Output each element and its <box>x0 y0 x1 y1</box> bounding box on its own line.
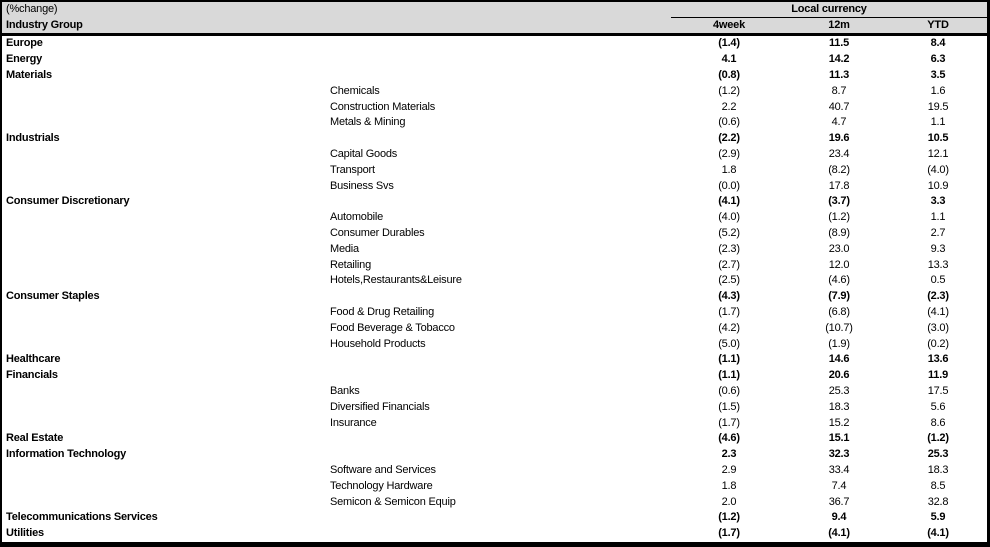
value-cell: 11.5 <box>828 37 849 50</box>
table-row <box>2 194 987 210</box>
value-cell: (6.8) <box>828 306 850 319</box>
row-spacer <box>985 52 987 68</box>
value-cell: (5.2) <box>718 227 740 240</box>
value-cell: 8.6 <box>930 416 946 429</box>
value-cell: 32.8 <box>927 495 949 508</box>
industry-group-cell <box>2 115 328 131</box>
table-row <box>2 35 987 52</box>
sub-industry-cell: Automobile <box>330 211 384 224</box>
value-cell: (4.6) <box>718 432 740 445</box>
industry-group-cell <box>2 399 328 415</box>
value-cell: (2.9) <box>718 148 740 161</box>
industry-group-cell: Consumer Discretionary <box>6 195 130 208</box>
value-cell: 3.5 <box>930 69 946 82</box>
industry-group-cell <box>2 257 328 273</box>
value-cell: 23.0 <box>828 242 850 255</box>
value-cell: 8.7 <box>831 84 847 97</box>
value-cell: (2.3) <box>718 242 740 255</box>
value-cell: 12.1 <box>927 148 949 161</box>
sub-industry-cell: Capital Goods <box>330 148 398 161</box>
table-row <box>2 273 987 289</box>
table-row <box>2 257 987 273</box>
value-cell: (0.6) <box>718 385 740 398</box>
row-spacer <box>985 99 987 115</box>
value-cell: 2.7 <box>930 227 946 240</box>
sub-industry-cell: Technology Hardware <box>330 479 433 492</box>
value-cell: 5.9 <box>930 511 946 524</box>
value-cell: 10.9 <box>927 179 949 192</box>
row-spacer <box>985 510 987 526</box>
value-cell: 17.8 <box>828 179 850 192</box>
value-cell: 1.8 <box>721 479 737 492</box>
industry-group-cell <box>2 415 328 431</box>
industry-group-cell: Financials <box>6 369 58 382</box>
industry-group-header: Industry Group <box>2 18 671 35</box>
table-row <box>2 431 987 447</box>
value-cell: 13.3 <box>927 258 949 271</box>
table-row <box>2 115 987 131</box>
value-cell: 1.8 <box>721 163 737 176</box>
value-cell: 4.1 <box>721 53 737 66</box>
value-cell: 11.9 <box>927 369 948 382</box>
value-cell: 23.4 <box>828 148 850 161</box>
row-spacer <box>985 83 987 99</box>
sub-industry-cell <box>328 352 671 368</box>
row-spacer <box>985 494 987 510</box>
value-cell: (4.1) <box>718 195 740 208</box>
value-cell: 32.3 <box>828 448 850 461</box>
sub-industry-cell: Chemicals <box>330 84 380 97</box>
value-cell: 18.3 <box>828 400 850 413</box>
value-cell: 2.3 <box>721 448 737 461</box>
value-cell: (0.0) <box>718 179 740 192</box>
value-cell: (8.2) <box>828 163 850 176</box>
value-cell: (1.5) <box>718 400 740 413</box>
col-header-ytd: YTD <box>891 18 985 35</box>
table-row <box>2 494 987 510</box>
sub-industry-cell <box>328 368 671 384</box>
row-spacer <box>985 289 987 305</box>
value-cell: (2.5) <box>718 274 740 287</box>
table-row <box>2 305 987 321</box>
sub-industry-cell <box>328 68 671 84</box>
value-cell: 19.5 <box>927 100 949 113</box>
value-cell: 6.3 <box>930 53 946 66</box>
value-cell: 14.2 <box>828 53 850 66</box>
row-spacer <box>985 68 987 84</box>
table-row <box>2 68 987 84</box>
industry-group-cell: Materials <box>6 69 52 82</box>
sub-industry-cell: Food Beverage & Tobacco <box>330 321 455 334</box>
value-cell: 1.6 <box>930 84 946 97</box>
value-cell: (1.4) <box>718 37 740 50</box>
value-cell: 11.3 <box>828 69 849 82</box>
sub-industry-cell: Transport <box>330 163 375 176</box>
table-row <box>2 352 987 368</box>
sub-industry-cell: Retailing <box>330 258 372 271</box>
value-cell: 33.4 <box>828 464 850 476</box>
value-cell: (0.2) <box>927 337 949 350</box>
value-cell: (4.0) <box>718 211 740 224</box>
header-row-columns <box>2 18 987 35</box>
col-header-4week: 4week <box>671 18 787 35</box>
sub-industry-cell <box>328 526 671 542</box>
row-spacer <box>985 320 987 336</box>
sub-industry-cell <box>328 447 671 463</box>
row-spacer <box>985 241 987 257</box>
value-cell: 0.5 <box>930 274 946 287</box>
value-cell: (1.1) <box>718 353 740 366</box>
pct-change-label: (%change) <box>2 2 671 18</box>
sub-industry-cell: Consumer Durables <box>330 227 425 240</box>
industry-group-cell: Energy <box>6 53 43 66</box>
row-spacer <box>985 336 987 352</box>
table-row <box>2 162 987 178</box>
value-cell: 9.3 <box>930 242 946 255</box>
table-row <box>2 463 987 479</box>
header-spacer <box>985 18 987 35</box>
industry-group-cell: Real Estate <box>6 432 64 445</box>
row-spacer <box>985 257 987 273</box>
sub-industry-cell: Software and Services <box>330 464 436 476</box>
col-header-12m: 12m <box>787 18 891 35</box>
sub-industry-cell <box>328 35 671 52</box>
sub-industry-cell <box>328 131 671 147</box>
local-currency-header: Local currency <box>671 2 987 18</box>
table-row <box>2 447 987 463</box>
industry-group-cell <box>2 336 328 352</box>
value-cell: 9.4 <box>831 511 847 524</box>
row-spacer <box>985 178 987 194</box>
value-cell: 25.3 <box>927 448 949 461</box>
value-cell: 18.3 <box>927 464 949 476</box>
value-cell: 20.6 <box>828 369 850 382</box>
value-cell: (4.0) <box>927 163 949 176</box>
value-cell: 1.1 <box>930 211 946 224</box>
value-cell: 4.7 <box>831 116 847 129</box>
value-cell: (2.2) <box>718 132 740 145</box>
industry-group-cell <box>2 83 328 99</box>
value-cell: (4.6) <box>828 274 850 287</box>
industry-group-cell <box>2 320 328 336</box>
table-row <box>2 510 987 526</box>
sub-industry-cell <box>328 194 671 210</box>
industry-group-cell <box>2 241 328 257</box>
industry-group-cell: Europe <box>6 37 43 50</box>
header-row-top <box>2 2 987 18</box>
table-row <box>2 99 987 115</box>
value-cell: 10.5 <box>927 132 949 145</box>
row-spacer <box>985 131 987 147</box>
value-cell: (1.9) <box>828 337 850 350</box>
row-spacer <box>985 415 987 431</box>
value-cell: 3.3 <box>930 195 946 208</box>
value-cell: 19.6 <box>828 132 850 145</box>
value-cell: (1.2) <box>927 432 949 445</box>
value-cell: 12.0 <box>828 258 850 271</box>
table-row <box>2 399 987 415</box>
sub-industry-cell: Business Svs <box>330 179 394 192</box>
row-spacer <box>985 273 987 289</box>
value-cell: (0.8) <box>718 69 740 82</box>
value-cell: (4.1) <box>927 527 949 540</box>
value-cell: (10.7) <box>825 321 853 334</box>
table-row <box>2 83 987 99</box>
sub-industry-cell <box>328 510 671 526</box>
value-cell: (4.1) <box>927 306 949 319</box>
value-cell: 5.6 <box>930 400 946 413</box>
row-spacer <box>985 210 987 226</box>
value-cell: (1.2) <box>828 211 850 224</box>
row-spacer <box>985 35 987 52</box>
sub-industry-cell: Semicon & Semicon Equip <box>330 495 456 508</box>
industry-group-cell: Telecommunications Services <box>6 511 158 524</box>
value-cell: (1.7) <box>718 527 740 540</box>
value-cell: 13.6 <box>927 353 949 366</box>
table-row <box>2 368 987 384</box>
value-cell: (0.6) <box>718 116 740 129</box>
value-cell: 14.6 <box>828 353 850 366</box>
row-spacer <box>985 352 987 368</box>
industry-group-cell <box>2 478 328 494</box>
industry-group-cell <box>2 463 328 479</box>
value-cell: (7.9) <box>828 290 850 303</box>
value-cell: 17.5 <box>927 385 949 398</box>
row-spacer <box>985 115 987 131</box>
value-cell: 36.7 <box>828 495 850 508</box>
value-cell: 2.9 <box>721 464 737 476</box>
value-cell: 15.2 <box>828 416 850 429</box>
industry-group-cell <box>2 178 328 194</box>
row-spacer <box>985 162 987 178</box>
value-cell: (4.3) <box>718 290 740 303</box>
value-cell: (2.7) <box>718 258 740 271</box>
sub-industry-cell <box>328 52 671 68</box>
sub-industry-cell: Diversified Financials <box>330 400 430 413</box>
industry-group-cell: Healthcare <box>6 353 61 366</box>
row-spacer <box>985 147 987 163</box>
table-row <box>2 526 987 542</box>
row-spacer <box>985 478 987 494</box>
industry-group-cell <box>2 210 328 226</box>
value-cell: (1.7) <box>718 306 740 319</box>
industry-group-cell: Industrials <box>6 132 60 145</box>
table-row <box>2 178 987 194</box>
sub-industry-cell <box>328 289 671 305</box>
industry-group-cell <box>2 273 328 289</box>
table-row <box>2 131 987 147</box>
value-cell: (3.7) <box>828 195 850 208</box>
sub-industry-cell: Metals & Mining <box>330 116 406 129</box>
industry-group-cell <box>2 384 328 400</box>
value-cell: 2.2 <box>721 100 737 113</box>
row-spacer <box>985 526 987 542</box>
table-row <box>2 320 987 336</box>
value-cell: 2.0 <box>721 495 737 508</box>
industry-group-cell <box>2 99 328 115</box>
value-cell: (1.2) <box>718 511 740 524</box>
sub-industry-cell: Construction Materials <box>330 100 436 113</box>
table-row <box>2 147 987 163</box>
table-row <box>2 415 987 431</box>
table-row <box>2 210 987 226</box>
sub-industry-cell: Food & Drug Retailing <box>330 306 435 319</box>
sub-industry-cell <box>328 431 671 447</box>
value-cell: 8.4 <box>930 37 946 50</box>
value-cell: (4.2) <box>718 321 740 334</box>
industry-group-cell: Information Technology <box>6 448 127 461</box>
row-spacer <box>985 194 987 210</box>
value-cell: 40.7 <box>828 100 850 113</box>
table-row <box>2 52 987 68</box>
value-cell: 25.3 <box>828 385 850 398</box>
industry-group-cell <box>2 305 328 321</box>
value-cell: (8.9) <box>828 227 850 240</box>
industry-group-cell: Consumer Staples <box>6 290 100 303</box>
table-row <box>2 226 987 242</box>
industry-group-cell <box>2 226 328 242</box>
sub-industry-cell: Hotels,Restaurants&Leisure <box>330 274 462 287</box>
value-cell: (1.2) <box>718 84 740 97</box>
sub-industry-cell: Banks <box>330 385 360 398</box>
table-row <box>2 384 987 400</box>
table-body <box>2 35 987 543</box>
sub-industry-cell: Insurance <box>330 416 377 429</box>
table-header <box>2 2 987 35</box>
value-cell: (5.0) <box>718 337 740 350</box>
value-cell: (1.1) <box>718 369 740 382</box>
sub-industry-cell: Media <box>330 242 359 255</box>
row-spacer <box>985 226 987 242</box>
table-row <box>2 289 987 305</box>
row-spacer <box>985 305 987 321</box>
data-table <box>2 2 987 542</box>
sub-industry-cell: Household Products <box>330 337 426 350</box>
value-cell: (1.7) <box>718 416 740 429</box>
row-spacer <box>985 463 987 479</box>
value-cell: 8.5 <box>930 479 946 492</box>
value-cell: 7.4 <box>831 479 847 492</box>
industry-group-cell: Utilities <box>6 527 44 540</box>
table-row <box>2 478 987 494</box>
row-spacer <box>985 368 987 384</box>
value-cell: (3.0) <box>927 321 949 334</box>
industry-group-cell <box>2 162 328 178</box>
table-row <box>2 241 987 257</box>
value-cell: 1.1 <box>930 116 946 129</box>
table-row <box>2 336 987 352</box>
industry-group-cell <box>2 147 328 163</box>
industry-group-cell <box>2 494 328 510</box>
value-cell: (2.3) <box>927 290 949 303</box>
row-spacer <box>985 384 987 400</box>
value-cell: (4.1) <box>828 527 850 540</box>
row-spacer <box>985 399 987 415</box>
value-cell: 15.1 <box>828 432 850 445</box>
row-spacer <box>985 447 987 463</box>
row-spacer <box>985 431 987 447</box>
